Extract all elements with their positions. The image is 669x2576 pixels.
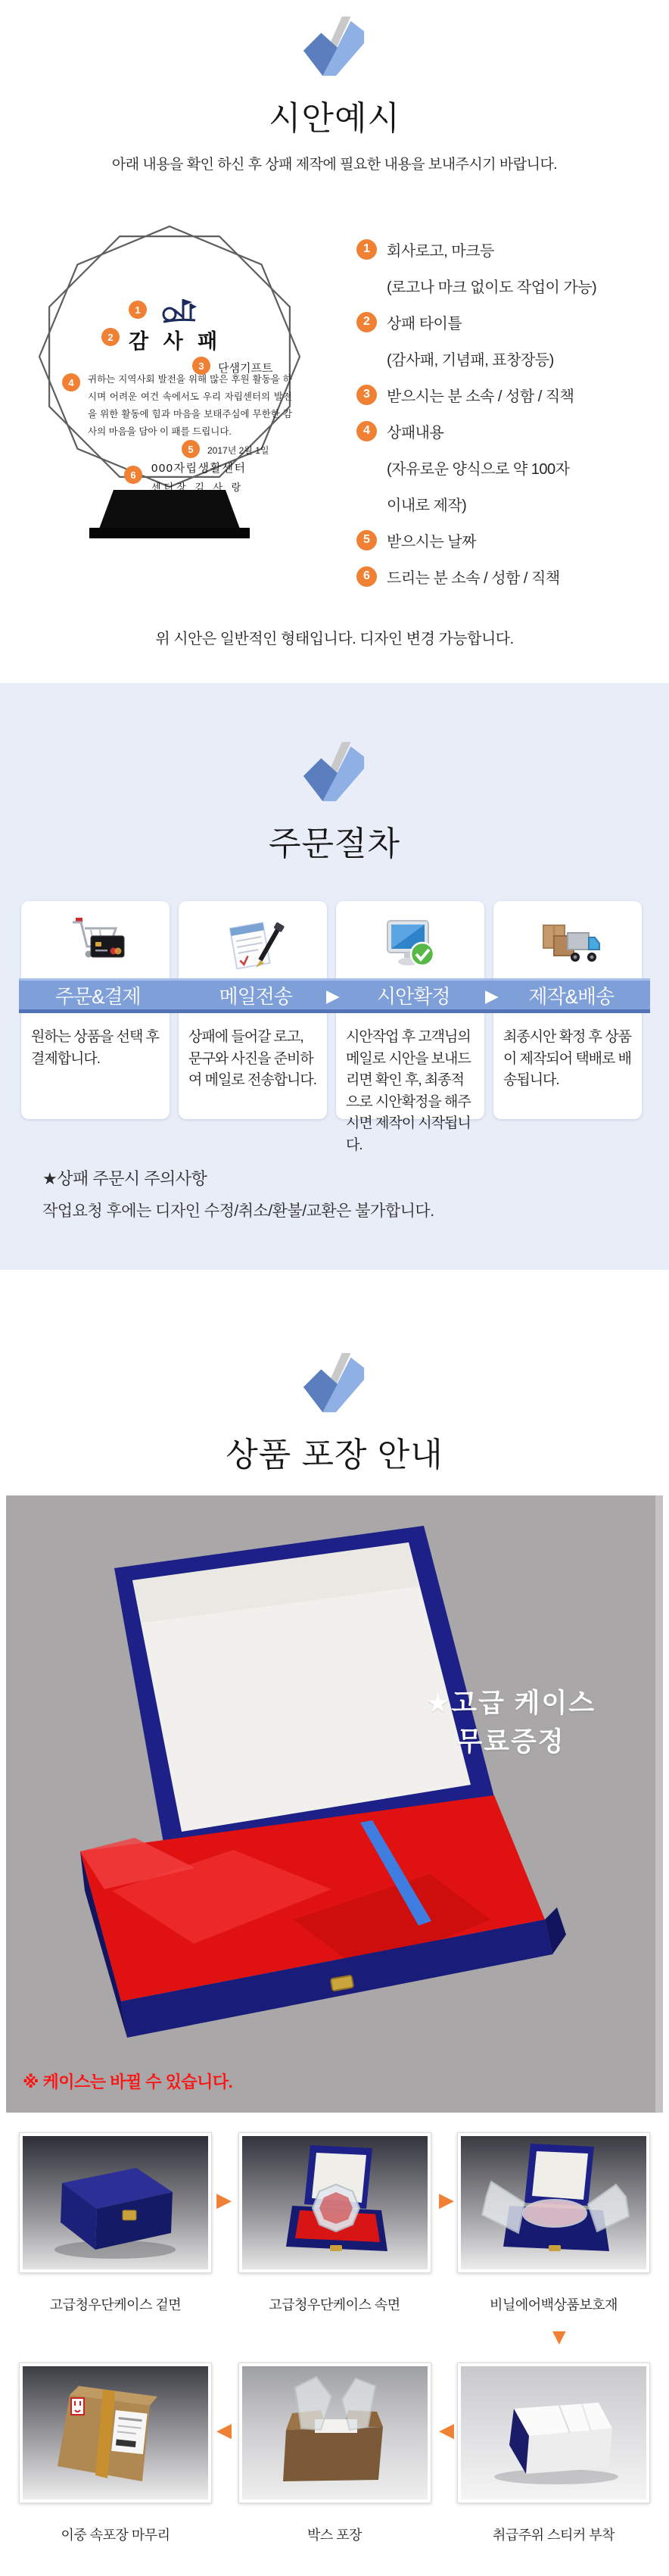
packing-captions-row-2 xyxy=(0,2525,669,2544)
wrapped-box-illustration xyxy=(461,2366,646,2500)
banner-label-make-delivery: 제작&배송 xyxy=(528,984,615,1008)
plaque-org: 000자립생활센터 xyxy=(151,462,247,475)
legend-item-6 xyxy=(356,558,657,594)
legend-num-2: 2 xyxy=(356,312,377,332)
order-notice-title: ★상패 주문시 주의사항 xyxy=(42,1169,207,1188)
closed-case-illustration xyxy=(23,2136,208,2269)
photo-case-closed xyxy=(19,2132,212,2273)
plaque-body-text: 귀하는 지역사회 발전을 위해 많은 후원 활동을 하시며 어려운 여건 속에서도 우리 자립센터의 발전을 위한 활동에 힘과 마음을 보태주심에 무한한 감사의 마음을 담아 이 패를 드립니다. xyxy=(88,374,292,438)
open-case-illustration xyxy=(242,2136,428,2269)
plaque-annotation-2: 2 xyxy=(101,328,120,346)
ribbon-logo-icon xyxy=(297,736,372,804)
plaque-date: 2017년 2월 1일 xyxy=(207,445,269,456)
arrow-right-icon: ▶ xyxy=(216,2188,232,2211)
ribbon-logo-icon xyxy=(0,0,669,79)
legend-sub-label-4a: (자유로운 양식으로 약 100자 xyxy=(387,460,570,478)
arrow-right-icon: ▶ xyxy=(326,986,340,1006)
legend-item-3 xyxy=(356,376,657,413)
plaque-signature-block xyxy=(151,460,246,494)
ribbon-logo-icon xyxy=(0,1336,669,1415)
legend-num-3: 3 xyxy=(356,385,377,405)
plaque-logo-icon xyxy=(160,295,198,325)
flow-down-arrow-row xyxy=(0,2314,669,2362)
caption-airbag-protect: 비닐에어백상품보호재 xyxy=(490,2297,618,2312)
step-desc-draft-confirm: 시안작업 후 고객님의 메일로 시안을 보내드리면 확인 후, 최종적으로 시안확정을 해주시면 제작이 시작됩니다. xyxy=(346,1029,471,1153)
legend-sub-4a xyxy=(356,449,657,485)
legend-item-5 xyxy=(356,522,657,558)
order-process-title: 주문절차 xyxy=(268,825,400,862)
process-step-banner xyxy=(19,978,650,1013)
bubblewrap-illustration xyxy=(461,2136,646,2269)
legend-label-6: 드리는 분 소속 / 성함 / 직책 xyxy=(387,569,560,587)
packaging-title: 상품 포장 안내 xyxy=(226,1436,443,1474)
step-desc-make-delivery: 최종시안 확정 후 상품이 제작되어 택배로 배송됩니다. xyxy=(503,1029,632,1088)
design-example-section xyxy=(0,0,669,648)
mail-pen-icon xyxy=(219,915,286,974)
cart-card-icon xyxy=(21,901,170,977)
order-process-section xyxy=(0,683,669,1270)
arrow-right-icon: ▶ xyxy=(439,2188,454,2211)
legend-sub-label-2: (감사패, 기념패, 표창장등) xyxy=(387,351,554,369)
plaque-title: 감 사 패 xyxy=(129,330,222,353)
caption-fragile-sticker: 취급주위 스티커 부착 xyxy=(493,2528,615,2543)
legend-item-4 xyxy=(356,413,657,449)
arrow-left-icon: ◀ xyxy=(216,2419,232,2441)
photo-parcel-finished xyxy=(19,2362,212,2503)
caption-case-outside: 고급청우단케이스 겉면 xyxy=(49,2297,182,2312)
banner-label-draft-confirm: 시안확정 xyxy=(377,984,450,1008)
legend-item-2 xyxy=(356,304,657,340)
arrow-down-icon: ▼ xyxy=(548,2325,571,2350)
plaque-annotation-6: 6 xyxy=(124,466,142,484)
hero-free-case-line2: 무료증정 xyxy=(456,1726,565,1757)
banner-label-order-payment: 주문&결제 xyxy=(54,984,141,1008)
plaque-legend-list xyxy=(308,213,657,594)
order-steps xyxy=(0,901,669,1153)
design-example-footer-note: 위 시안은 일반적인 형태입니다. 디자인 변경 가능합니다. xyxy=(155,631,514,647)
ribbon-logo-icon xyxy=(297,11,372,79)
ribbon-logo-icon xyxy=(0,725,669,804)
hero-free-case-caption xyxy=(363,1685,658,1762)
plaque-brand: 단샘기프트 xyxy=(218,362,273,375)
legend-num-5: 5 xyxy=(356,530,377,550)
legend-sub-4b xyxy=(356,485,657,522)
deluxe-case-illustration xyxy=(6,1495,663,2113)
packing-row-2 xyxy=(0,2362,669,2503)
case-change-warning: ※ 케이스는 바뀔 수 있습니다. xyxy=(23,2072,233,2091)
legend-sub-1 xyxy=(356,267,657,304)
plaque-example-graphic xyxy=(32,213,308,543)
photo-case-open-plaque xyxy=(238,2132,431,2273)
photo-box-packing xyxy=(238,2362,431,2503)
truck-box-icon xyxy=(493,901,642,977)
mail-pen-icon xyxy=(179,901,327,977)
legend-label-5: 받으시는 날짜 xyxy=(387,533,476,550)
deluxe-case-photo xyxy=(6,1495,663,2113)
caption-case-inside: 고급청우단케이스 속면 xyxy=(269,2297,400,2312)
cart-card-icon xyxy=(62,915,129,974)
plaque-annotation-5: 5 xyxy=(182,440,200,458)
step-desc-order-payment: 원하는 상품을 선택 후 결제합니다. xyxy=(31,1029,160,1067)
parcel-illustration xyxy=(23,2366,208,2500)
banner-label-mail-send: 메일전송 xyxy=(219,984,292,1008)
legend-num-4: 4 xyxy=(356,421,377,441)
arrow-left-icon: ◀ xyxy=(439,2419,454,2441)
box-packing-illustration xyxy=(242,2366,428,2500)
packaging-section xyxy=(0,1270,669,2544)
ribbon-logo-icon xyxy=(297,1347,372,1415)
hero-free-case-line1: ★고급 케이스 xyxy=(425,1689,596,1718)
monitor-check-icon xyxy=(336,901,484,977)
caption-box-packing: 박스 포장 xyxy=(306,2528,363,2543)
order-notice-body: 작업요청 후에는 디자인 수정/취소/환불/교환은 불가합니다. xyxy=(42,1202,434,1220)
caption-inner-pack-finish: 이중 속포장 마무리 xyxy=(61,2528,170,2543)
plaque-annotation-1: 1 xyxy=(129,301,147,319)
step-desc-mail-send: 상패에 들어갈 로고, 문구와 사진을 준비하여 메일로 전송합니다. xyxy=(188,1029,317,1088)
truck-box-icon xyxy=(534,915,601,974)
legend-num-6: 6 xyxy=(356,566,377,587)
page-title: 시안예시 xyxy=(268,100,400,137)
plaque-logo-icon xyxy=(160,295,198,329)
photo-case-bubblewrap xyxy=(457,2132,650,2273)
order-notice xyxy=(42,1166,669,1221)
arrow-right-icon: ▶ xyxy=(485,986,499,1006)
legend-sub-label-4b: 이내로 제작) xyxy=(387,497,467,514)
plaque-annotation-4: 4 xyxy=(62,373,80,391)
legend-item-1 xyxy=(356,231,657,267)
photo-fragile-sticker xyxy=(457,2362,650,2503)
legend-num-1: 1 xyxy=(356,239,377,260)
plaque-signer: 센터장 김 사 랑 xyxy=(151,482,244,493)
plaque-annotation-3: 3 xyxy=(192,357,210,375)
legend-label-2: 상패 타이틀 xyxy=(387,315,462,332)
packing-row-1 xyxy=(0,2132,669,2273)
legend-label-1: 회사로고, 마크등 xyxy=(387,242,494,260)
monitor-check-icon xyxy=(377,915,443,974)
legend-label-3: 받으시는 분 소속 / 성함 / 직책 xyxy=(387,388,574,405)
legend-sub-label-1: (로고나 마크 없이도 작업이 가능) xyxy=(387,279,597,296)
packing-captions-row-1 xyxy=(0,2294,669,2314)
design-example-body xyxy=(0,173,669,594)
design-example-subtitle: 아래 내용을 확인 하신 후 상패 제작에 필요한 내용을 보내주시기 바랍니다. xyxy=(111,157,558,173)
legend-sub-2 xyxy=(356,340,657,376)
legend-label-4: 상패내용 xyxy=(387,424,444,441)
